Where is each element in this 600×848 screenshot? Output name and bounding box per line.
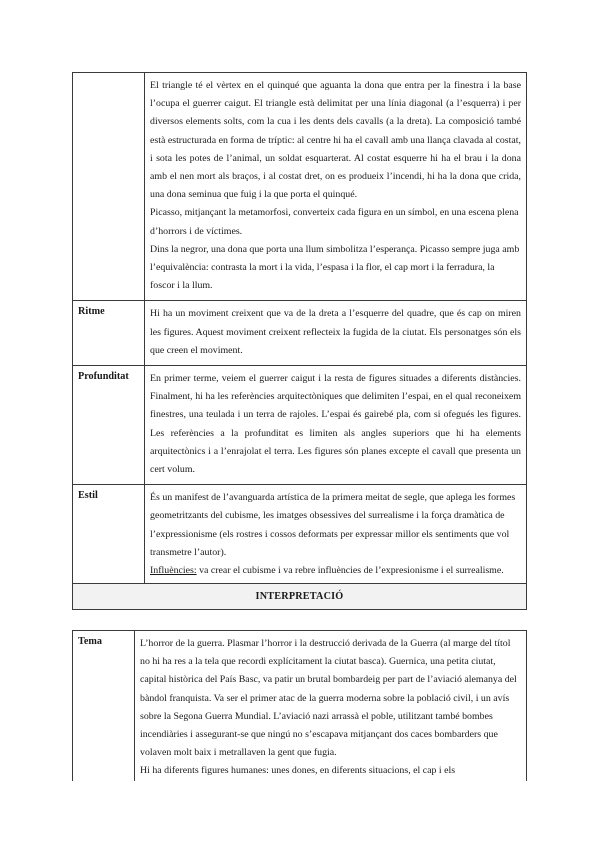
interpretation-table (72, 630, 527, 781)
tema-paragraph-2: Hi ha diferents figures humanes: unes dones, en diferents situacions, el cap i els (140, 765, 456, 777)
table-row-estil (73, 485, 527, 586)
row-label-profunditat: Profunditat (73, 366, 145, 485)
table-row-ritme (73, 301, 527, 366)
composicio-paragraph-3: Dins la negror, una dona que porta una llum simbolitza l’esperança. Picasso sempre juga amb l’equivalència: contrasta la mort i la vida, l’espasa i la flor, el cap mort i la ferradura, la foscor i la llum. (150, 243, 520, 292)
influencies-text: va crear el cubisme i va rebre influències de l’expresionisme i el surrealisme. (196, 565, 504, 577)
tema-cell (135, 631, 527, 781)
row-label-tema: Tema (73, 631, 135, 781)
tema-paragraph: L’horror de la guerra. Plasmar l’horror i la destrucció derivada de la Guerra (al marge del títol no hi ha res a la tela que recordi explícitament la ciutat basca). Guernica, una petita ciutat, capital històrica del País Basc, va patir un brutal bombardeig per part de l’aviació alemanya del bàndol franquista. Va ser el primer atac de la guerra moderna sobre la població civil, i un avís sobre la Segona Guerra Mundial. L’aviació nazi arrassà el poble, utilitzant també bombes incendiàries i assegurant-se que ningú no s’escapava mitjançant dos caces bombarders que volaven molt baix i metrallaven la gent que fugia. (140, 638, 517, 759)
estil-cell (145, 485, 527, 586)
section-heading-table (72, 583, 527, 610)
ritme-cell: Hi ha un moviment creixent que va de la dreta a l’esquerre del quadre, que és cap on miren les figures. Aquest moviment creixent reflecteix la fugida de la ciutat. Els personatges són els que creen el moviment. (145, 301, 527, 366)
section-title: INTERPRETACIÓ (73, 584, 527, 610)
row-label-ritme: Ritme (73, 301, 145, 366)
estil-paragraph: És un manifest de l’avanguarda artística de la primera meitat de segle, que aplega les formes geometritzants del cubisme, les imatges obsessives del surrealisme i la força dramàtica de l’expressionisme (els rostres i cossos deformats per expressar millor els sentiments que vol transmetre l’autor). (150, 492, 516, 558)
table-row-profunditat (73, 366, 527, 485)
composicio-paragraph-2: Picasso, mitjançant la metamorfosi, converteix cada figura en un símbol, en una escena plena d’horrors i de víctimes. (150, 207, 519, 237)
composicio-cell (145, 73, 527, 301)
influencies-label: Influències: (150, 565, 197, 577)
table-row-composicio (73, 73, 527, 301)
analysis-table (72, 72, 527, 586)
influencies-paragraph (150, 562, 521, 580)
composicio-paragraph: El triangle té el vèrtex en el quinqué que aguanta la dona que entra per la finestra i la base l’ocupa el guerrer caigut. El triangle està delimitat per una línia diagonal (a l’esquerra) i per diversos elements solts, com la cua i les dents dels cavalls (a la dreta). La composició també està estructurada en forma de tríptic: al centre hi ha el cavall amb una llança clavada al costat, i sota les potes de l’animal, un soldat esquarterat. Al costat esquerre hi ha el brau i la dona amb el nen mort als braços, i al costat dret, on es produeix l’incendi, hi ha la dona que crida, una dona seminua que fuig i la que porta el quinqué. (150, 80, 521, 201)
row-label-estil: Estil (73, 485, 145, 586)
row-label-empty (73, 73, 145, 301)
profunditat-cell: En primer terme, veiem el guerrer caigut i la resta de figures situades a diferents distàncies. Finalment, hi ha les referències arquitectòniques que delimiten l’espai, en el qual reconeixem finestres, una teulada i un terra de rajoles. L’espai és gairebé pla, com si ofegués les figures. Les referències a la profunditat es limiten als angles superiors que hi ha elements arquitectònics i a l’enrajolat el terra. Les figures són planes excepte el cavall que presenta un cert volum. (145, 366, 527, 485)
table-row-tema (73, 631, 527, 781)
